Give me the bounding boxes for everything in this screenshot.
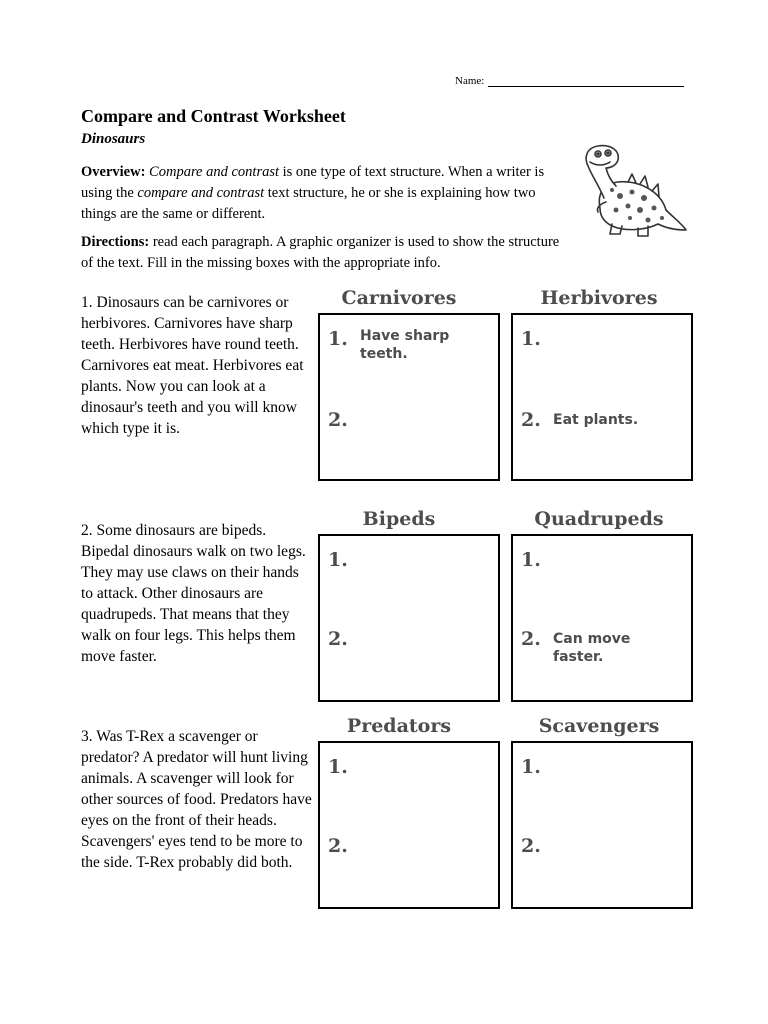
heading-scavengers: Scavengers [538,715,660,737]
box-carnivores[interactable] [318,313,500,481]
box-herbivores[interactable] [511,313,693,481]
item-number-1: 1. [328,328,348,350]
dinosaur-icon [570,138,688,238]
box-quadrupeds[interactable] [511,534,693,702]
overview-text-1: is one type of text structure. When a writer is using the [81,164,545,201]
item-number-2: 2. [521,835,541,857]
item-number-1: 1. [521,549,541,571]
box-bipeds[interactable] [318,534,500,702]
heading-bipeds: Bipeds [362,508,436,530]
item-number-2: 2. [521,628,541,650]
item-number-1: 1. [521,756,541,778]
item-number-1: 1. [521,328,541,350]
directions-paragraph [81,232,563,274]
name-blank-line[interactable] [488,74,684,87]
page-title: Compare and Contrast Worksheet [81,106,346,126]
name-field[interactable] [455,74,684,87]
item-number-1: 1. [328,756,348,778]
box-scavengers[interactable] [511,741,693,909]
overview-label: Overview: [81,164,146,180]
heading-quadrupeds: Quadrupeds [534,508,664,530]
paragraph-1: 1. Dinosaurs can be carnivores or herbivores. Carnivores have sharp teeth. Herbivores have round teeth. Carnivores eat meat. Herbivores eat plants. Now you can look at a dinosaur's teeth and you will know which type it is. [81,294,304,437]
item-number-2: 2. [328,409,348,431]
overview-term-2: compare and contrast [137,185,265,201]
page-subtitle: Dinosaurs [81,131,146,147]
paragraph-2: 2. Some dinosaurs are bipeds. Bipedal dinosaurs walk on two legs. They may use claws on their hands to attack. Other dinosaurs are quadrupeds. That means that they walk on four legs. This helps them move faster. [81,522,306,665]
overview-paragraph [81,162,551,225]
heading-herbivores: Herbivores [540,287,658,309]
answer-2[interactable]: Eat plants. [553,412,639,428]
name-label: Name: [455,75,485,87]
answer-2[interactable]: Can move faster. [553,631,631,665]
heading-predators: Predators [346,715,452,737]
item-number-1: 1. [328,549,348,571]
answer-1[interactable]: Have sharp teeth. [360,328,450,362]
item-number-2: 2. [328,628,348,650]
box-predators[interactable] [318,741,500,909]
directions-text: read each paragraph. A graphic organizer is used to show the structure of the text. Fill in the missing boxes with the appropriate info. [81,234,560,271]
directions-label: Directions: [81,234,150,250]
paragraph-3: 3. Was T-Rex a scavenger or predator? A predator will hunt living animals. A scavenger will look for other sources of food. Predators have eyes on the front of their heads. Scavengers' eyes tend to be more to the side. T-Rex probably did both. [81,728,312,871]
item-number-2: 2. [521,409,541,431]
overview-term-1: Compare and contrast [149,164,280,180]
overview-text-2: text structure, he or she is explaining how two things are the same or different. [81,185,536,222]
heading-carnivores: Carnivores [341,287,457,309]
item-number-2: 2. [328,835,348,857]
